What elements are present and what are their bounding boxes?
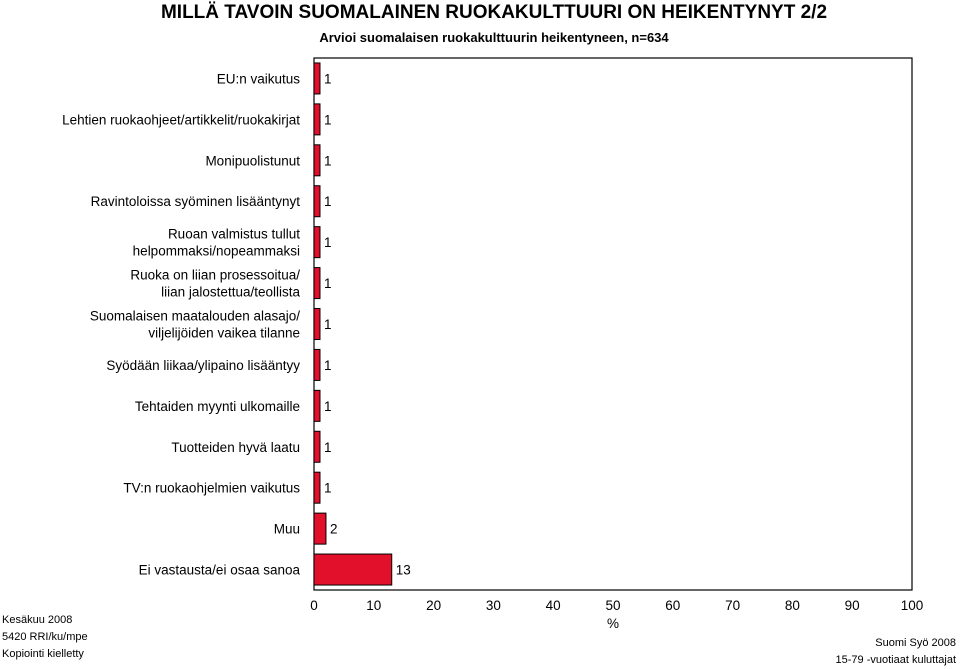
bar-value-label: 1 <box>323 398 332 414</box>
footer-source: Suomi Syö 2008 <box>875 637 956 649</box>
category-label: Lehtien ruokaohjeet/artikkelit/ruokakirjat <box>62 112 300 128</box>
bar-value-label: 1 <box>323 357 332 373</box>
footer-copyright: Kopiointi kielletty <box>2 648 84 660</box>
category-label: Syödään liikaa/ylipaino lisääntyy <box>106 357 300 373</box>
x-tick-label: 0 <box>310 598 318 613</box>
footer-right <box>836 635 956 669</box>
footer-code: 5420 RRI/ku/mpe <box>2 631 88 643</box>
category-label: Tehtaiden myynti ulkomaille <box>134 398 300 414</box>
x-tick-label: 60 <box>665 598 681 613</box>
bar <box>314 309 320 340</box>
bar <box>314 145 320 176</box>
bar-value-label: 2 <box>329 521 338 537</box>
bar <box>314 268 320 299</box>
bar-value-label: 1 <box>323 439 332 455</box>
bar <box>314 390 320 421</box>
x-tick-label: 50 <box>605 598 621 613</box>
category-label: Muu <box>273 521 300 537</box>
x-tick-label: 20 <box>426 598 442 613</box>
x-tick-label: 90 <box>844 598 860 613</box>
bar-value-label: 1 <box>323 276 332 292</box>
category-label: Ruoka on liian prosessoitua/ liian jalostettua/teollista <box>130 267 300 300</box>
bar <box>314 104 320 135</box>
bar-value-label: 1 <box>323 194 332 210</box>
footer-left <box>2 612 88 663</box>
bar-value-label: 1 <box>323 153 332 169</box>
category-label: Ruoan valmistus tullut helpommaksi/nopeammaksi <box>132 226 300 259</box>
x-tick-label: 70 <box>725 598 741 613</box>
category-label: EU:n vaikutus <box>216 71 300 87</box>
bar-value-label: 1 <box>323 480 332 496</box>
category-label: Ei vastausta/ei osaa sanoa <box>138 562 300 578</box>
bar <box>314 554 392 585</box>
category-label: Monipuolistunut <box>205 153 300 169</box>
x-tick-label: 10 <box>366 598 382 613</box>
bar <box>314 227 320 258</box>
bar <box>314 63 320 94</box>
bar <box>314 186 320 217</box>
bar <box>314 431 320 462</box>
bar-value-label: 1 <box>323 112 332 128</box>
chart-title: MILLÄ TAVOIN SUOMALAINEN RUOKAKULTTUURI ON HEIKENTYNYT 2/2 <box>160 2 828 23</box>
x-axis-label: % <box>606 616 620 631</box>
bar <box>314 513 326 544</box>
bar-value-label: 1 <box>323 71 332 87</box>
x-tick-label: 80 <box>784 598 800 613</box>
plot-area-frame <box>314 58 912 590</box>
category-label: TV:n ruokaohjelmien vaikutus <box>123 480 300 496</box>
footer-population: 15-79 -vuotiaat kuluttajat <box>835 654 956 666</box>
bar <box>314 472 320 503</box>
bar-value-label: 1 <box>323 235 332 251</box>
bar <box>314 349 320 380</box>
x-tick-label: 30 <box>485 598 501 613</box>
x-tick-label: 100 <box>900 598 924 613</box>
footer-date: Kesäkuu 2008 <box>2 614 73 626</box>
x-tick-label: 40 <box>545 598 561 613</box>
bar-value-label: 13 <box>395 562 411 578</box>
category-label: Suomalaisen maatalouden alasajo/ viljelijöiden vaikea tilanne <box>89 308 300 341</box>
bar-value-label: 1 <box>323 317 332 332</box>
category-label: Ravintoloissa syöminen lisääntynyt <box>90 194 300 210</box>
category-label: Tuotteiden hyvä laatu <box>171 439 300 455</box>
chart-subtitle: Arvioi suomalaisen ruokakulttuurin heikentyneen, n=634 <box>319 30 669 45</box>
